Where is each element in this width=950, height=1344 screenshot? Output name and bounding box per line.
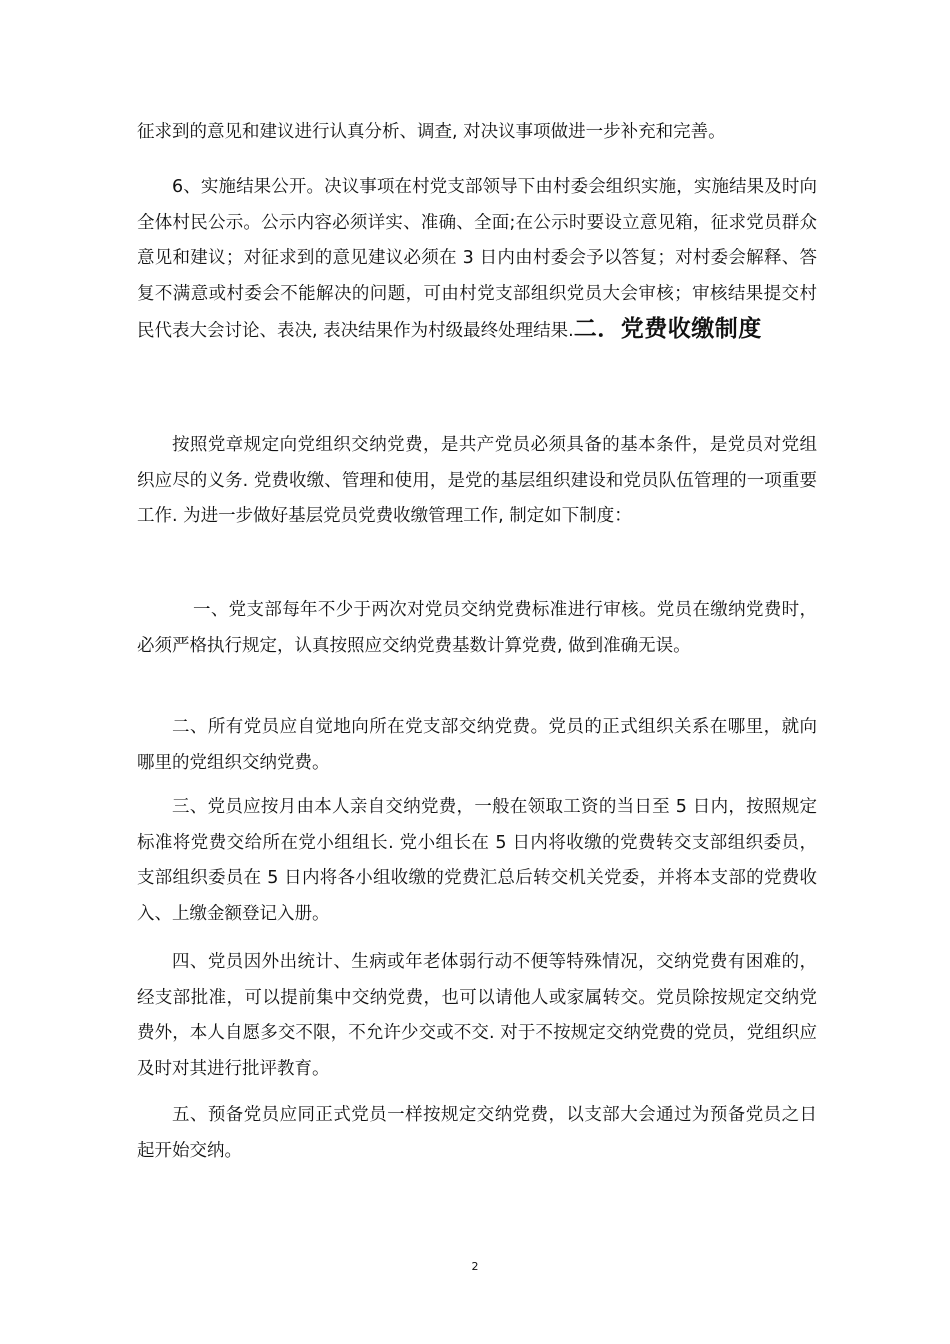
paragraph-text: 四、党员因外出统计、生病或年老体弱行动不便等特殊情况，交纳党费有困难的，经支部批准，可以提前集中交纳党费，也可以请他人或家属转交。党员除按规定交纳党费外，本人自愿多交不限，不允许少交或不交. 对于不按规定交纳党费的党员，党组织应及时对其进行批评教育。 [137,952,817,1079]
paragraph-text: 三、党员应按月由本人亲自交纳党费，一般在领取工资的当日至 5 日内，按照规定标准将党费交给所在党小组组长. 党小组长在 5 日内将收缴的党费转交支部组织委员，支部组织委员在 5 日内将各小组收缴的党费汇总后转交机关党委，并将本支部的党费收入、上缴金额登记入册。 [137,797,817,924]
paragraph-continuation [137,115,817,151]
paragraph-rule-4 [137,945,817,1087]
paragraph-text: 按照党章规定向党组织交纳党费，是共产党员必须具备的基本条件，是党员对党组织应尽的义务. 党费收缴、管理和使用，是党的基层组织建设和党员队伍管理的一项重要工作. 为进一步做好基层党员党费收缴管理工作, 制定如下制度： [137,435,817,526]
paragraph-rule-2 [137,710,817,781]
paragraph-rule-1 [137,593,817,664]
paragraph-item-6 [137,170,817,350]
paragraph-text: 6、实施结果公开。决议事项在村党支部领导下由村委会组织实施，实施结果及时向全体村民公示。公示内容必须详实、准确、全面;在公示时要设立意见箱，征求党员群众意见和建议；对征求到的意见建议必须在 3 日内由村委会予以答复；对村委会解释、答复不满意或村委会不能解决的问题，可由村党支部组织党员大会审核；审核结果提交村民代表大会讨论、表决, 表决结果作为村级最终处理结果. [137,177,817,341]
section-heading: 二．党费收缴制度 [573,316,762,342]
paragraph-intro [137,428,817,535]
paragraph-rule-3 [137,790,817,932]
page-number: 2 [471,1260,479,1273]
paragraph-text: 征求到的意见和建议进行认真分析、调查, 对决议事项做进一步补充和完善。 [137,122,726,142]
paragraph-rule-5 [137,1098,817,1169]
paragraph-text: 一、党支部每年不少于两次对党员交纳党费标准进行审核。党员在缴纳党费时，必须严格执行规定，认真按照应交纳党费基数计算党费, 做到准确无误。 [137,600,817,656]
paragraph-text: 二、所有党员应自觉地向所在党支部交纳党费。党员的正式组织关系在哪里，就向哪里的党组织交纳党费。 [137,717,817,773]
paragraph-text: 五、预备党员应同正式党员一样按规定交纳党费，以支部大会通过为预备党员之日起开始交纳。 [137,1105,817,1161]
